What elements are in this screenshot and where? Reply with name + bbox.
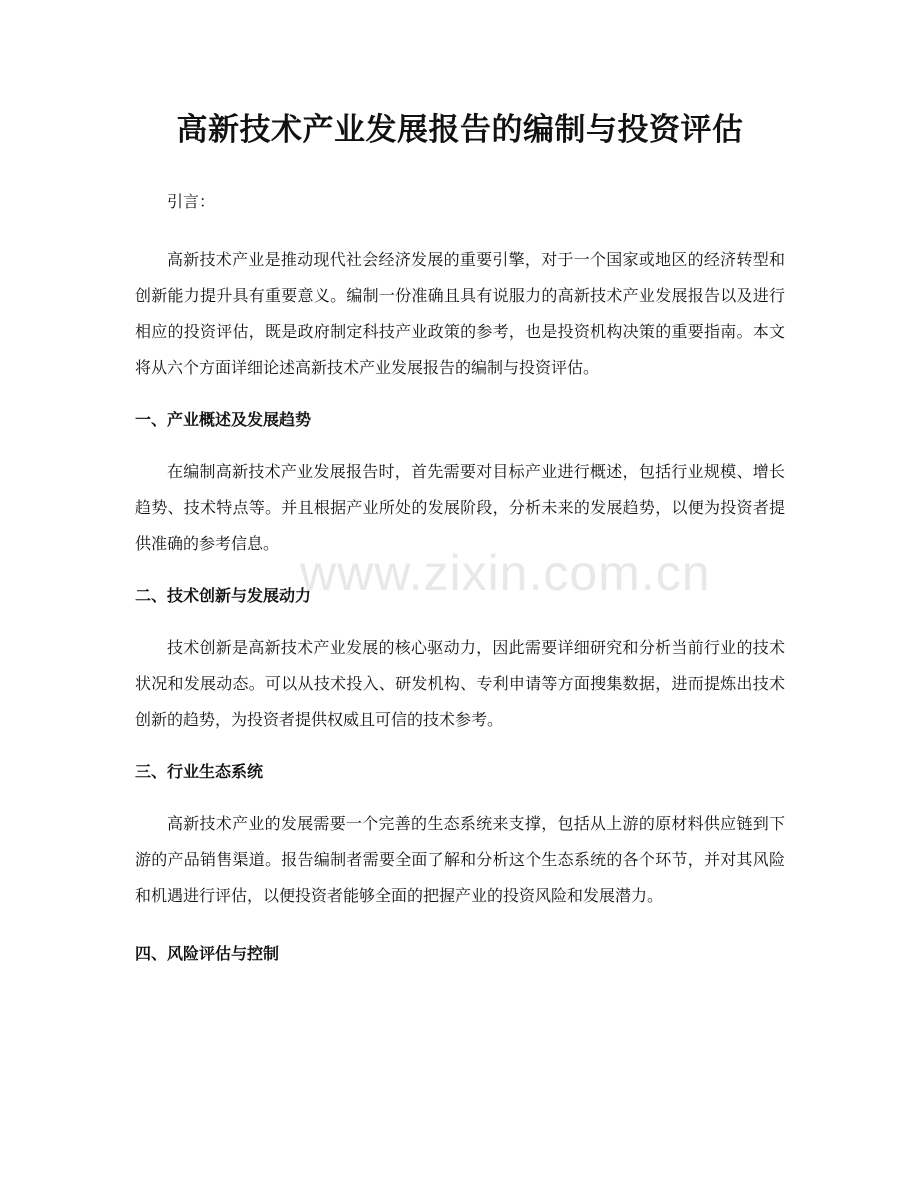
watermark-text: www.zixin.com.cn bbox=[300, 545, 711, 601]
section-heading-3: 三、行业生态系统 bbox=[135, 762, 264, 781]
section-heading-4: 四、风险评估与控制 bbox=[135, 944, 280, 963]
section-body-1: 在编制高新技术产业发展报告时，首先需要对目标产业进行概述，包括行业规模、增长趋势、技术特点等。并且根据产业所处的发展阶段，分析未来的发展趋势，以便为投资者提供准确的参考信息。 bbox=[135, 462, 785, 553]
section-heading-1: 一、产业概述及发展趋势 bbox=[135, 410, 312, 429]
intro-paragraph: 高新技术产业是推动现代社会经济发展的重要引擎，对于一个国家或地区的经济转型和创新能力提升具有重要意义。编制一份准确且具有说服力的高新技术产业发展报告以及进行相应的投资评估，既是政府制定科技产业政策的参考，也是投资机构决策的重要指南。本文将从六个方面详细论述高新技术产业发展报告的编制与投资评估。 bbox=[135, 250, 785, 377]
section-body-2: 技术创新是高新技术产业发展的核心驱动力，因此需要详细研究和分析当前行业的技术状况和发展动态。可以从技术投入、研发机构、专利申请等方面搜集数据，进而提炼出技术创新的趋势，为投资者提供权威且可信的技术参考。 bbox=[135, 638, 785, 729]
section-body-3: 高新技术产业的发展需要一个完善的生态系统来支撑，包括从上游的原材料供应链到下游的产品销售渠道。报告编制者需要全面了解和分析这个生态系统的各个环节，并对其风险和机遇进行评估，以便投资者能够全面的把握产业的投资风险和发展潜力。 bbox=[135, 814, 785, 905]
page-title: 高新技术产业发展报告的编制与投资评估 bbox=[176, 112, 744, 148]
section-heading-2: 二、技术创新与发展动力 bbox=[135, 586, 312, 605]
intro-label: 引言： bbox=[167, 192, 216, 211]
document-body bbox=[135, 184, 785, 972]
